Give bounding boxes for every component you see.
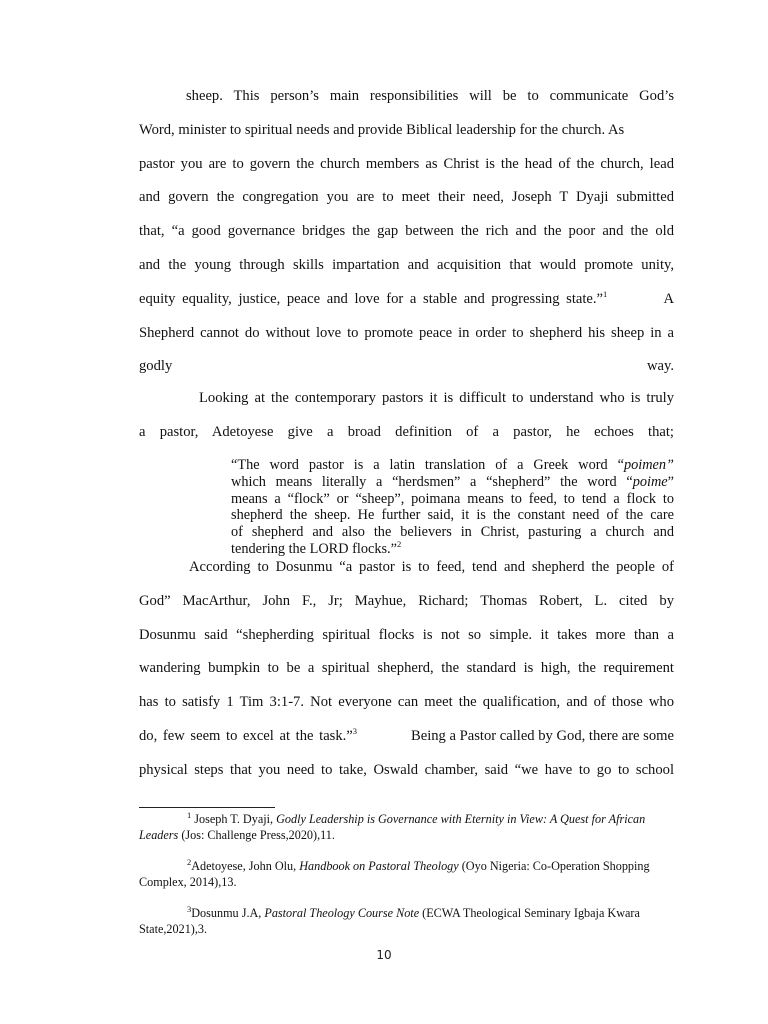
text-line: godly way.	[139, 358, 674, 375]
text-line: has to satisfy 1 Tim 3:1-7. Not everyone can meet the qualification, and of those who	[139, 694, 674, 711]
text-line: do, few seem to excel at the task.”$^3$	[139, 726, 358, 744]
footnote-ref-3[interactable]: 3	[352, 726, 358, 737]
text-line: Shepherd cannot do without love to promote peace in order to shepherd his sheep in a	[139, 324, 674, 341]
quote-line: means a “flock” or “sheep”, poimana means to feed, to tend a flock to	[231, 490, 674, 507]
text-line: wandering bumpkin to be a spiritual shepherd, the standard is high, the requirement	[139, 660, 674, 677]
footnote-separator	[139, 807, 275, 808]
paragraph-3	[139, 551, 674, 788]
text-line: sheep. This person’s main responsibilities will be to communicate God’s	[186, 88, 674, 104]
text-line: Dosunmu said “shepherding spiritual flocks is not so simple. it takes more than a	[139, 626, 674, 643]
text-line: Word, minister to spiritual needs and provide Biblical leadership for the church. As	[139, 121, 625, 138]
footnote-number: 1	[187, 809, 192, 820]
page-number: 10	[376, 948, 392, 962]
quote-line: of shepherd and also the believers in Christ, pasturing a church and	[231, 524, 674, 541]
footnote-2: $^2$Adetoyese, John Olu, Handbook on Pastoral Theology (Oyo Nigeria: Co-Operation Shopping Complex, 2014),13.	[139, 856, 650, 889]
footnote-ref-1[interactable]: 1	[603, 288, 608, 299]
text-line: pastor you are to govern the church members as Christ is the head of the church, lead	[139, 155, 674, 172]
text-line: equity equality, justice, peace and love for a stable and progressing state.”$^1$	[139, 288, 608, 307]
footnote-number: 2	[187, 856, 192, 867]
text-line-end: Being a Pastor called by God, there are some	[410, 727, 674, 744]
text-line: physical steps that you need to take, Oswald chamber, said “we have to go to school	[139, 761, 674, 778]
quote-line: “The word pastor is a latin translation of a Greek word “poimen”	[231, 457, 674, 473]
text-line: that, “a good governance bridges the gap between the rich and the poor and the old	[139, 223, 674, 240]
paragraph-1	[139, 80, 674, 384]
block-quote	[231, 457, 674, 558]
footnote-ref-2[interactable]: 2	[396, 540, 402, 550]
footnote-1: $^1$ Joseph T. Dyaji, Godly Leadership is Governance with Eternity in View: A Quest for African Leaders (Jos: Challenge Press,2020),11.	[139, 809, 646, 842]
quote-line: shepherd the sheep. He further said, it is the constant need of the care	[231, 507, 674, 524]
quote-line: tendering the LORD flocks.”$^2$	[231, 540, 402, 557]
quote-line: which means literally a “herdsmen” a “shepherd” the word “poime”	[231, 473, 674, 490]
text-line: According to Dosunmu “a pastor is to feed, tend and shepherd the people of	[189, 559, 674, 575]
footnote-number: 3	[187, 903, 192, 914]
paragraph-2	[139, 382, 674, 450]
text-line: a pastor, Adetoyese give a broad definition of a pastor, he echoes that;	[139, 423, 674, 440]
footnote-3: $^3$Dosunmu J.A, Pastoral Theology Course Note (ECWA Theological Seminary Igbaja Kwara State,2021),3.	[139, 903, 640, 936]
text-line: and govern the congregation you are to meet their need, Joseph T Dyaji submitted	[139, 189, 674, 206]
text-line-end: A	[663, 290, 674, 307]
text-line: Looking at the contemporary pastors it is difficult to understand who is truly	[199, 390, 674, 406]
text-line: God” MacArthur, John F., Jr; Mayhue, Richard; Thomas Robert, L. cited by	[139, 592, 674, 609]
text-line: and the young through skills impartation and acquisition that would promote unity,	[139, 256, 674, 273]
